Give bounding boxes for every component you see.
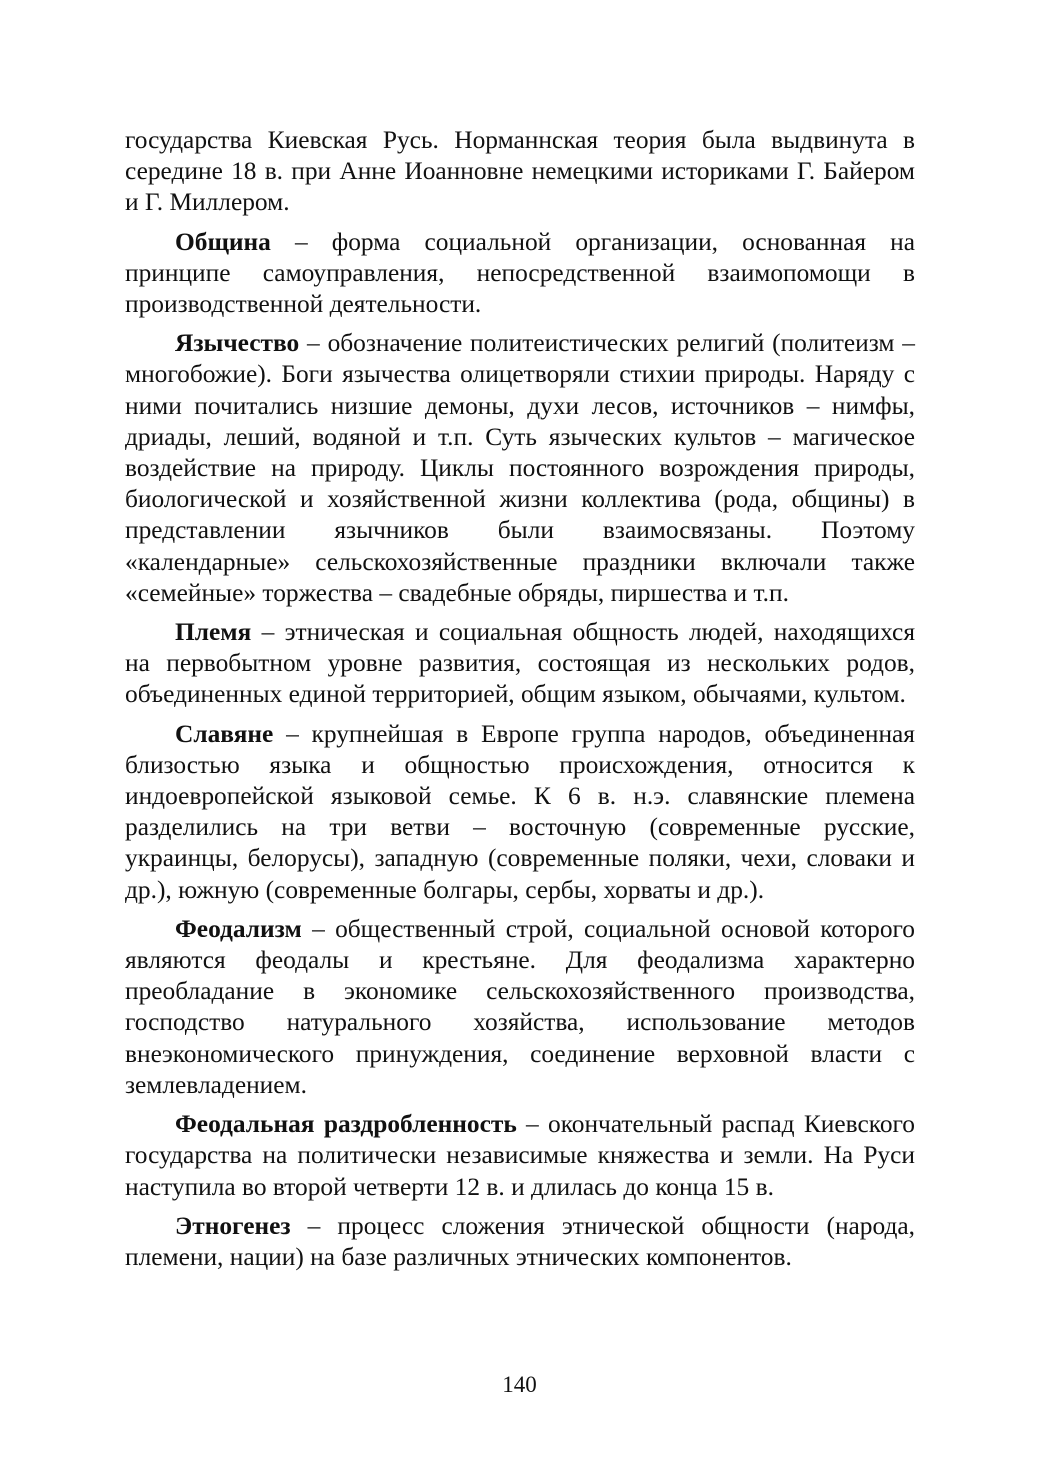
term-plemya: Племя	[175, 618, 252, 647]
paragraph-feodalizm	[125, 914, 915, 1101]
term-yazychestvo: Язычество	[175, 329, 300, 358]
paragraph-text: – крупнейшая в Европе группа народов, объединенная близостью языка и общностью происхождения, относится к индоевропейской языковой семье. К 6 в. н.э. славянские племена разделились на три ветви – восточную (современные русские, украинцы, белорусы), западную (современные поляки, чехи, словаки и др.), южную (современные болгары, сербы, хорваты и др.).	[125, 719, 915, 904]
paragraph-etnogenez	[125, 1211, 915, 1273]
term-obshchina: Община	[175, 227, 271, 256]
paragraph-razdroblennost	[125, 1109, 915, 1203]
paragraph-obshchina	[125, 227, 915, 321]
paragraph-text: – окончательный распад Киевского государства на политически независимые княжества и земли. На Руси наступила во второй четверти 12 в. и длилась до конца 15 в.	[125, 1110, 915, 1201]
term-slavyane: Славяне	[175, 719, 274, 748]
paragraph-text: – процесс сложения этнической общности (народа, племени, нации) на базе различных этнических компонентов.	[125, 1211, 915, 1271]
paragraph-yazychestvo	[125, 328, 915, 609]
paragraph-text: государства Киевская Русь. Норманнская теория была выдвинута в середине 18 в. при Анне Иоанновне немецкими историками Г. Байером и Г. Миллером.	[125, 126, 915, 217]
paragraph-slavyane	[125, 719, 915, 906]
page-text-body	[125, 125, 915, 1273]
paragraph-plemya	[125, 617, 915, 711]
term-razdroblennost: Феодальная раздробленность	[175, 1110, 517, 1139]
term-etnogenez: Этногенез	[175, 1211, 291, 1240]
page-number: 140	[502, 1372, 537, 1397]
paragraph-text: – форма социальной организации, основанная на принципе самоуправления, непосредственной взаимопомощи в производственной деятельности.	[125, 227, 915, 319]
paragraph-continuation	[125, 125, 915, 219]
paragraph-text: – общественный строй, социальной основой которого являются феодалы и крестьяне. Для феодализма характерно преобладание в экономике сельскохозяйственного производства, господство натурального хозяйства, использование методов внеэкономического принуждения, соединение верховной власти с землевладением.	[125, 914, 915, 1099]
paragraph-text: – этническая и социальная общность людей, находящихся на первобытном уровне развития, состоящая из нескольких родов, объединенных единой территорией, общим языком, обычаями, культом.	[125, 618, 915, 709]
term-feodalizm: Феодализм	[175, 914, 302, 943]
paragraph-text: – обозначение политеистических религий (политеизм – многобожие). Боги язычества олицетворяли стихии природы. Наряду с ними почитались низшие демоны, духи лесов, источников – нимфы, дриады, леший, водяной и т.п. Суть языческих культов – магическое воздействие на природу. Циклы постоянного возрождения природы, биологической и хозяйственной жизни коллектива (рода, общины) в представлении язычников были взаимосвязаны. Поэтому «календарные» сельскохозяйственные праздники включали также «семейные» торжества – свадебные обряды, пиршества и т.п.	[125, 329, 915, 607]
